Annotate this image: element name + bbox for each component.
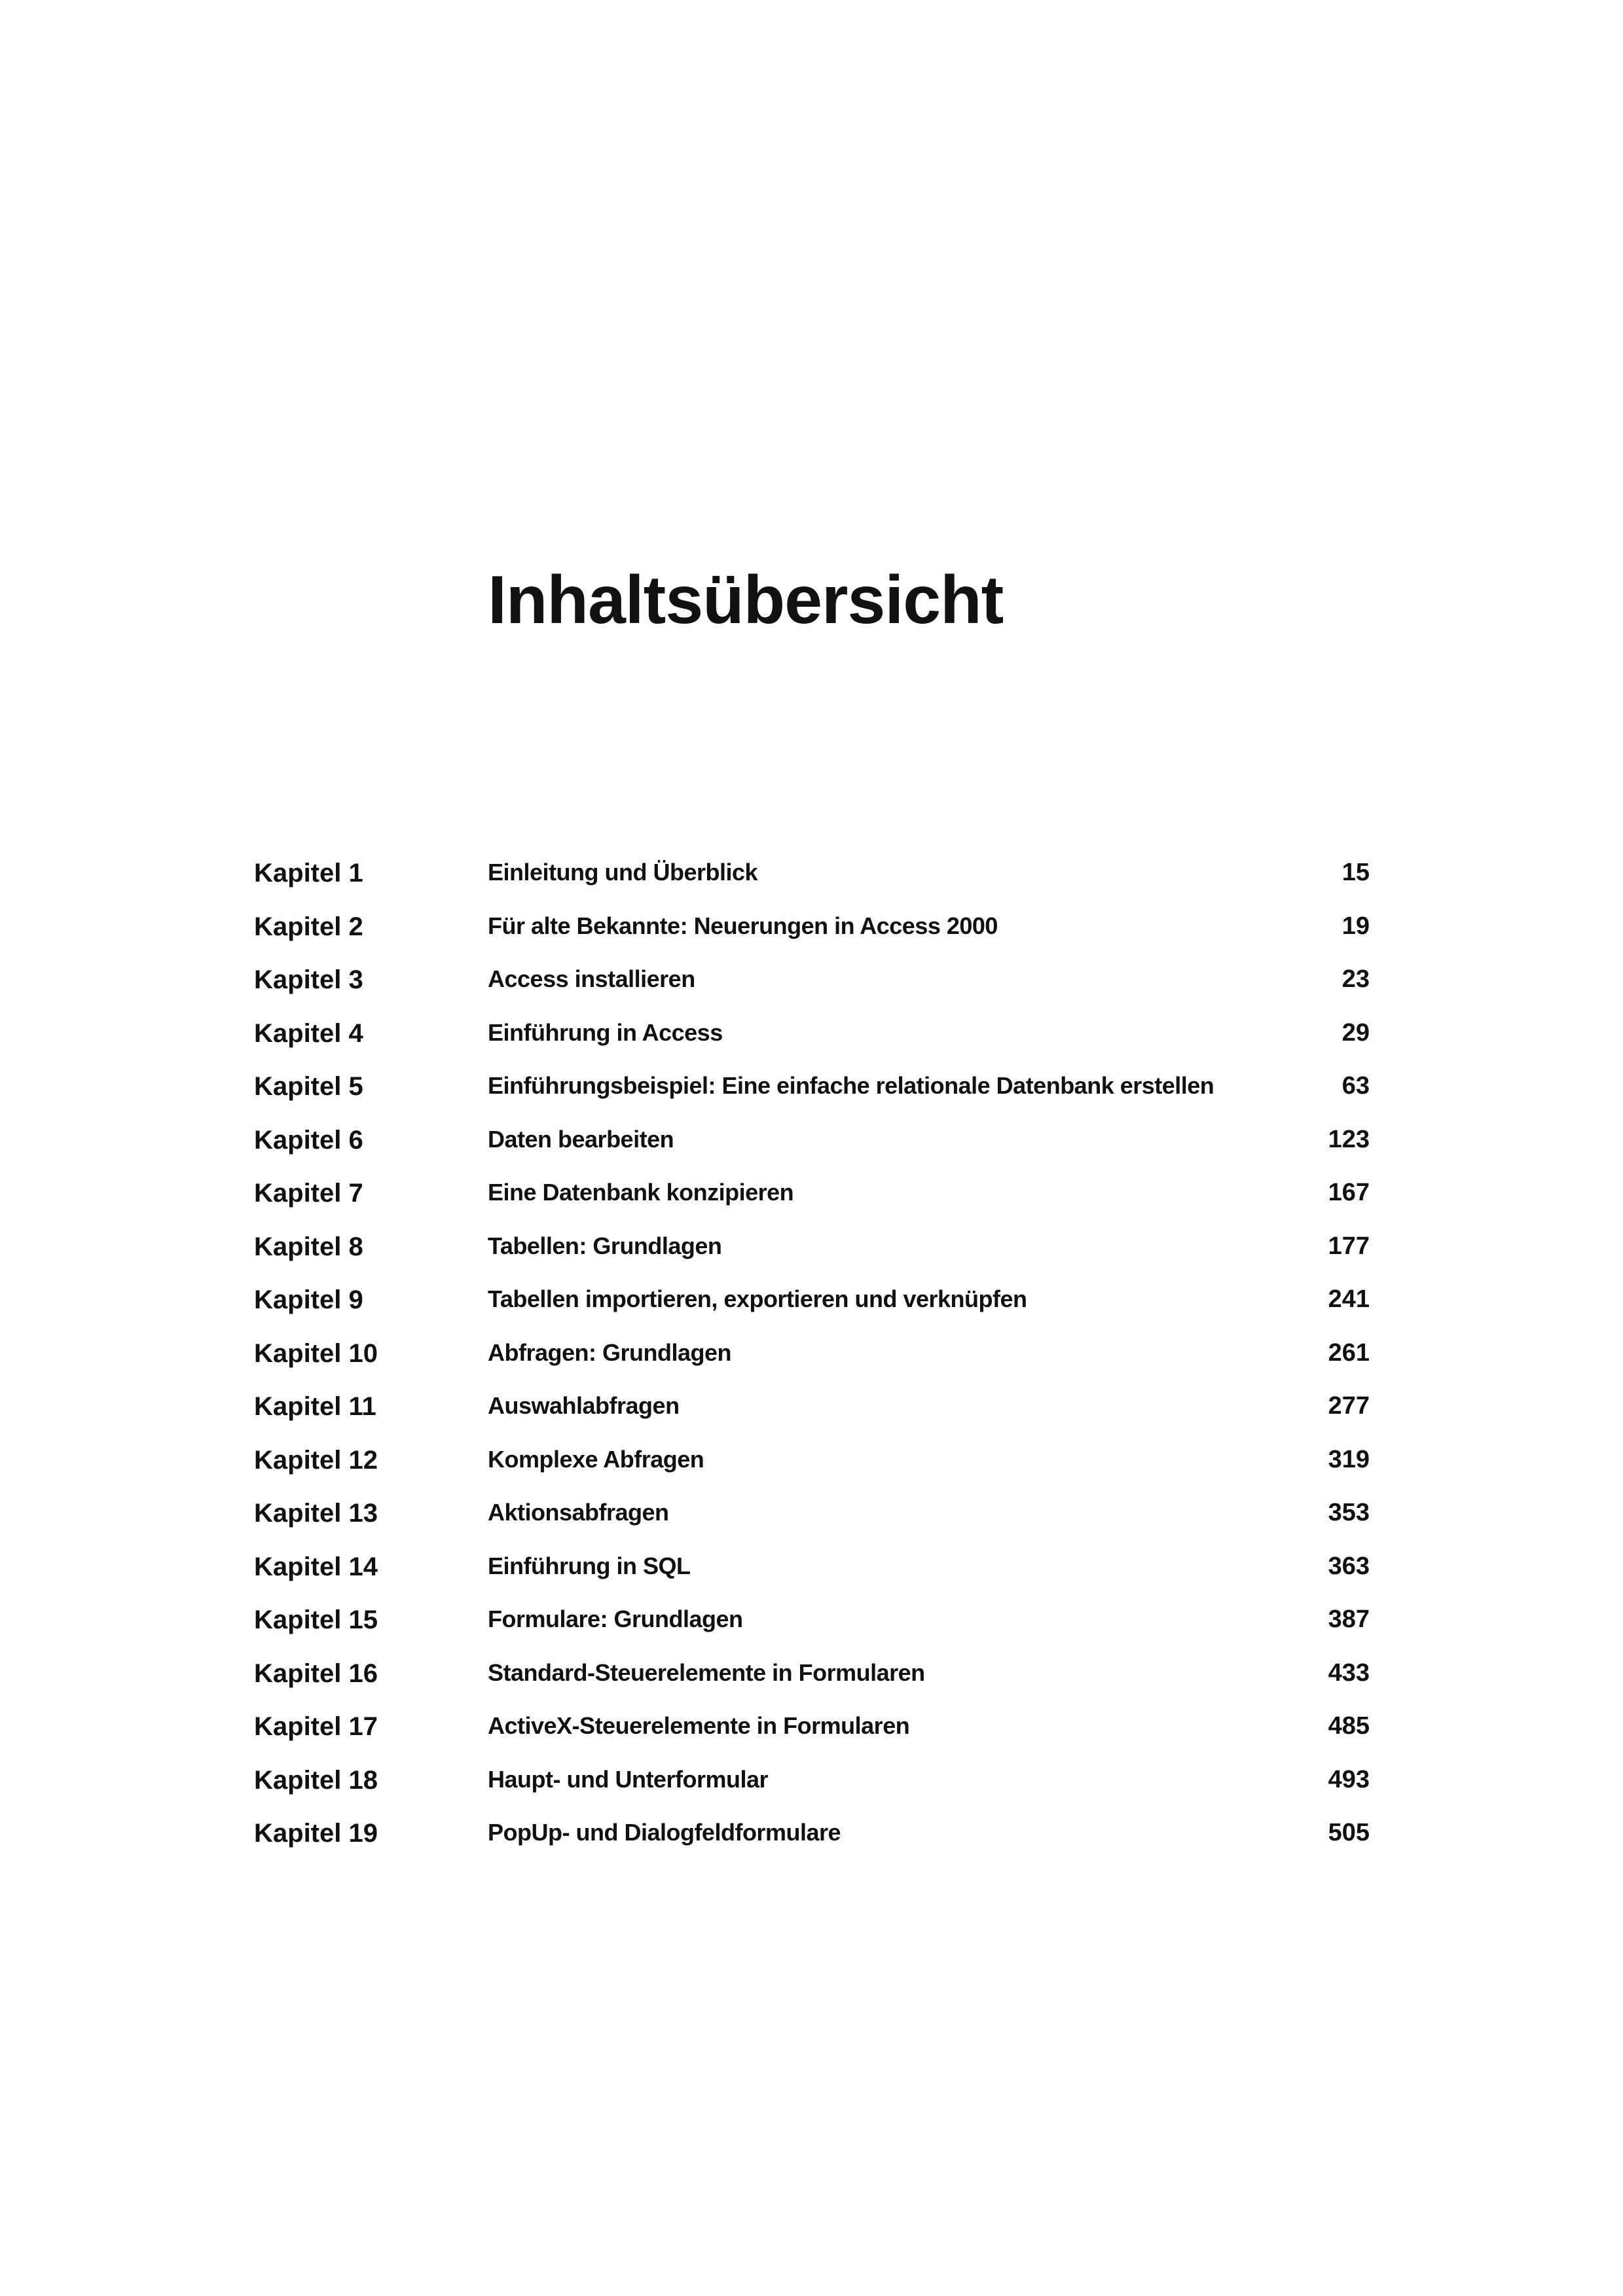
toc-page-number: 485 xyxy=(1328,1712,1370,1740)
toc-entry[interactable] xyxy=(254,1011,1370,1065)
toc-entry[interactable] xyxy=(254,1811,1370,1865)
toc-chapter-label: Kapitel 9 xyxy=(254,1285,363,1314)
toc-chapter-label: Kapitel 1 xyxy=(254,859,363,888)
toc-chapter-label: Kapitel 5 xyxy=(254,1072,363,1101)
toc-page-number: 177 xyxy=(1328,1232,1370,1260)
toc-chapter-label: Kapitel 7 xyxy=(254,1179,363,1208)
toc-page-number: 433 xyxy=(1328,1659,1370,1687)
toc-entry[interactable] xyxy=(254,958,1370,1011)
toc-chapter-title: Komplexe Abfragen xyxy=(488,1445,704,1473)
toc-chapter-label: Kapitel 11 xyxy=(254,1392,376,1421)
toc-entry[interactable] xyxy=(254,1758,1370,1812)
toc-entry[interactable] xyxy=(254,1545,1370,1598)
toc-page-number: 505 xyxy=(1328,1819,1370,1846)
toc-page-number: 123 xyxy=(1328,1125,1370,1153)
toc-page-number: 241 xyxy=(1328,1285,1370,1313)
toc-chapter-title: Aktionsabfragen xyxy=(488,1499,669,1526)
toc-page-number: 277 xyxy=(1328,1392,1370,1420)
toc-page-number: 23 xyxy=(1341,965,1370,993)
toc-chapter-label: Kapitel 14 xyxy=(254,1552,378,1581)
toc-entry[interactable] xyxy=(254,1278,1370,1331)
toc-page-number: 15 xyxy=(1341,859,1370,886)
toc-chapter-label: Kapitel 2 xyxy=(254,912,363,941)
toc-entry[interactable] xyxy=(254,1438,1370,1492)
toc-chapter-label: Kapitel 10 xyxy=(254,1338,378,1368)
toc-page-number: 319 xyxy=(1328,1445,1370,1473)
toc-chapter-title: Einführungsbeispiel: Eine einfache relationale Datenbank erstellen xyxy=(488,1072,1214,1099)
toc-chapter-label: Kapitel 17 xyxy=(254,1712,378,1741)
toc-entry[interactable] xyxy=(254,1064,1370,1118)
toc-page-number: 387 xyxy=(1328,1605,1370,1633)
toc-chapter-label: Kapitel 8 xyxy=(254,1232,363,1261)
toc-page-number: 29 xyxy=(1341,1018,1370,1047)
toc-entry[interactable] xyxy=(254,1651,1370,1705)
toc-page-number: 261 xyxy=(1328,1338,1370,1367)
toc-chapter-title: Tabellen importieren, exportieren und verknüpfen xyxy=(488,1285,1027,1312)
page-title: Inhaltsübersicht xyxy=(488,562,1004,638)
toc-page-number: 353 xyxy=(1328,1499,1370,1526)
toc-entry[interactable] xyxy=(254,851,1370,905)
toc-entry[interactable] xyxy=(254,1225,1370,1278)
toc-page-number: 19 xyxy=(1341,912,1370,940)
toc-chapter-title: Eine Datenbank konzipieren xyxy=(488,1179,794,1206)
toc-chapter-label: Kapitel 15 xyxy=(254,1605,378,1634)
toc-chapter-title: Einführung in Access xyxy=(488,1018,723,1046)
table-of-contents xyxy=(254,851,1370,1865)
toc-chapter-label: Kapitel 6 xyxy=(254,1125,363,1155)
toc-chapter-title: Tabellen: Grundlagen xyxy=(488,1232,722,1259)
toc-chapter-title: Haupt- und Unterformular xyxy=(488,1765,768,1793)
toc-chapter-label: Kapitel 3 xyxy=(254,965,363,994)
toc-chapter-label: Kapitel 19 xyxy=(254,1819,378,1848)
toc-chapter-title: Abfragen: Grundlagen xyxy=(488,1338,732,1366)
toc-chapter-label: Kapitel 16 xyxy=(254,1659,378,1688)
toc-chapter-title: PopUp- und Dialogfeldformulare xyxy=(488,1819,841,1846)
toc-entry[interactable] xyxy=(254,1384,1370,1438)
toc-entry[interactable] xyxy=(254,1171,1370,1225)
toc-chapter-title: Einleitung und Überblick xyxy=(488,859,758,886)
toc-page-number: 63 xyxy=(1341,1072,1370,1100)
toc-chapter-title: Einführung in SQL xyxy=(488,1552,691,1579)
toc-chapter-label: Kapitel 4 xyxy=(254,1018,363,1048)
toc-chapter-title: Standard-Steuerelemente in Formularen xyxy=(488,1659,925,1686)
toc-chapter-label: Kapitel 12 xyxy=(254,1445,378,1475)
toc-page-number: 363 xyxy=(1328,1552,1370,1580)
toc-entry[interactable] xyxy=(254,1598,1370,1651)
toc-entry[interactable] xyxy=(254,905,1370,958)
toc-entry[interactable] xyxy=(254,1118,1370,1172)
toc-chapter-title: Daten bearbeiten xyxy=(488,1125,674,1153)
toc-entry[interactable] xyxy=(254,1331,1370,1385)
toc-chapter-title: Für alte Bekannte: Neuerungen in Access 2000 xyxy=(488,912,998,939)
toc-chapter-title: Access installieren xyxy=(488,965,695,992)
toc-chapter-title: ActiveX-Steuerelemente in Formularen xyxy=(488,1712,910,1739)
toc-entry[interactable] xyxy=(254,1704,1370,1758)
toc-chapter-label: Kapitel 18 xyxy=(254,1765,378,1795)
toc-chapter-title: Formulare: Grundlagen xyxy=(488,1605,743,1632)
toc-page-number: 493 xyxy=(1328,1765,1370,1793)
toc-chapter-label: Kapitel 13 xyxy=(254,1499,378,1528)
toc-page-number: 167 xyxy=(1328,1179,1370,1206)
toc-entry[interactable] xyxy=(254,1491,1370,1545)
toc-chapter-title: Auswahlabfragen xyxy=(488,1392,680,1419)
